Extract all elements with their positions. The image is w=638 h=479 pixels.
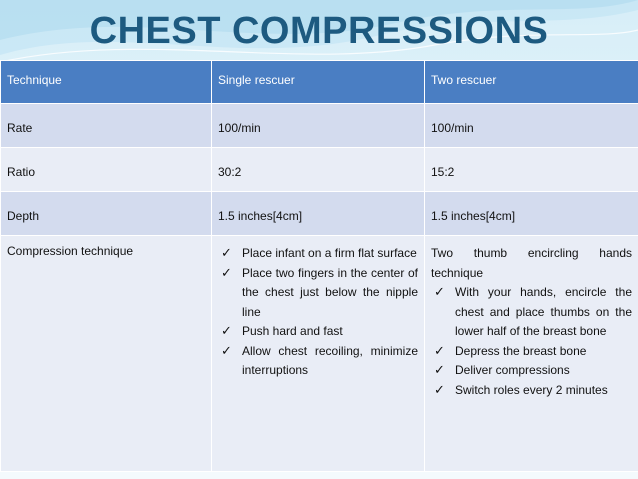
list-item-text: Allow chest recoiling, minimize interruptions: [242, 343, 418, 377]
slide-title: CHEST COMPRESSIONS: [89, 10, 549, 52]
table-row-depth: [1, 192, 638, 236]
checkmark-icon: ✓: [221, 246, 232, 261]
two-rescuer-steps: [425, 236, 638, 472]
checkmark-icon: ✓: [221, 265, 232, 281]
two-rescuer-value: 100/min: [425, 104, 638, 148]
single-rescuer-checklist: [218, 244, 418, 381]
list-item: [431, 361, 632, 381]
two-rescuer-value: 1.5 inches[4cm]: [425, 192, 638, 236]
list-item: [218, 264, 418, 323]
two-rescuer-checklist: [431, 283, 632, 400]
header-single-rescuer: Single rescuer: [212, 61, 425, 104]
table-row-compression-technique: [1, 236, 638, 472]
two-rescuer-value: 15:2: [425, 148, 638, 192]
header-technique: Technique: [1, 61, 212, 104]
checkmark-icon: ✓: [434, 382, 445, 398]
list-item-text: Depress the breast bone: [455, 343, 587, 358]
row-label: Depth: [1, 192, 212, 236]
row-label: Ratio: [1, 148, 212, 192]
compressions-table: [0, 60, 638, 472]
two-rescuer-intro: Two thumb encircling hands technique: [431, 246, 632, 280]
single-rescuer-value: 100/min: [212, 104, 425, 148]
list-item: [431, 283, 632, 342]
header-two-rescuer: Two rescuer: [425, 61, 638, 104]
row-label: Compression technique: [1, 236, 212, 472]
table-header-row: [1, 61, 638, 104]
list-item-text: Place two fingers in the center of the chest just below the nipple line: [242, 265, 418, 319]
list-item-text: Switch roles every 2 minutes: [455, 382, 608, 397]
list-item: [218, 244, 418, 264]
checkmark-icon: ✓: [434, 363, 445, 378]
checkmark-icon: ✓: [221, 324, 232, 339]
list-item-text: Push hard and fast: [242, 324, 343, 338]
single-rescuer-value: 30:2: [212, 148, 425, 192]
list-item-text: With your hands, encircle the chest and place thumbs on the lower half of the breast bone: [455, 285, 632, 338]
list-item: [218, 342, 418, 381]
list-item: [431, 381, 632, 401]
table-row-rate: [1, 104, 638, 148]
checkmark-icon: ✓: [221, 343, 232, 359]
single-rescuer-steps: [212, 236, 425, 472]
row-label: Rate: [1, 104, 212, 148]
checkmark-icon: ✓: [434, 285, 445, 300]
list-item: [431, 342, 632, 362]
list-item-text: Deliver compressions: [455, 363, 570, 377]
list-item-text: Place infant on a firm flat surface: [242, 246, 417, 260]
table-row-ratio: [1, 148, 638, 192]
single-rescuer-value: 1.5 inches[4cm]: [212, 192, 425, 236]
checkmark-icon: ✓: [434, 343, 445, 359]
list-item: [218, 322, 418, 342]
